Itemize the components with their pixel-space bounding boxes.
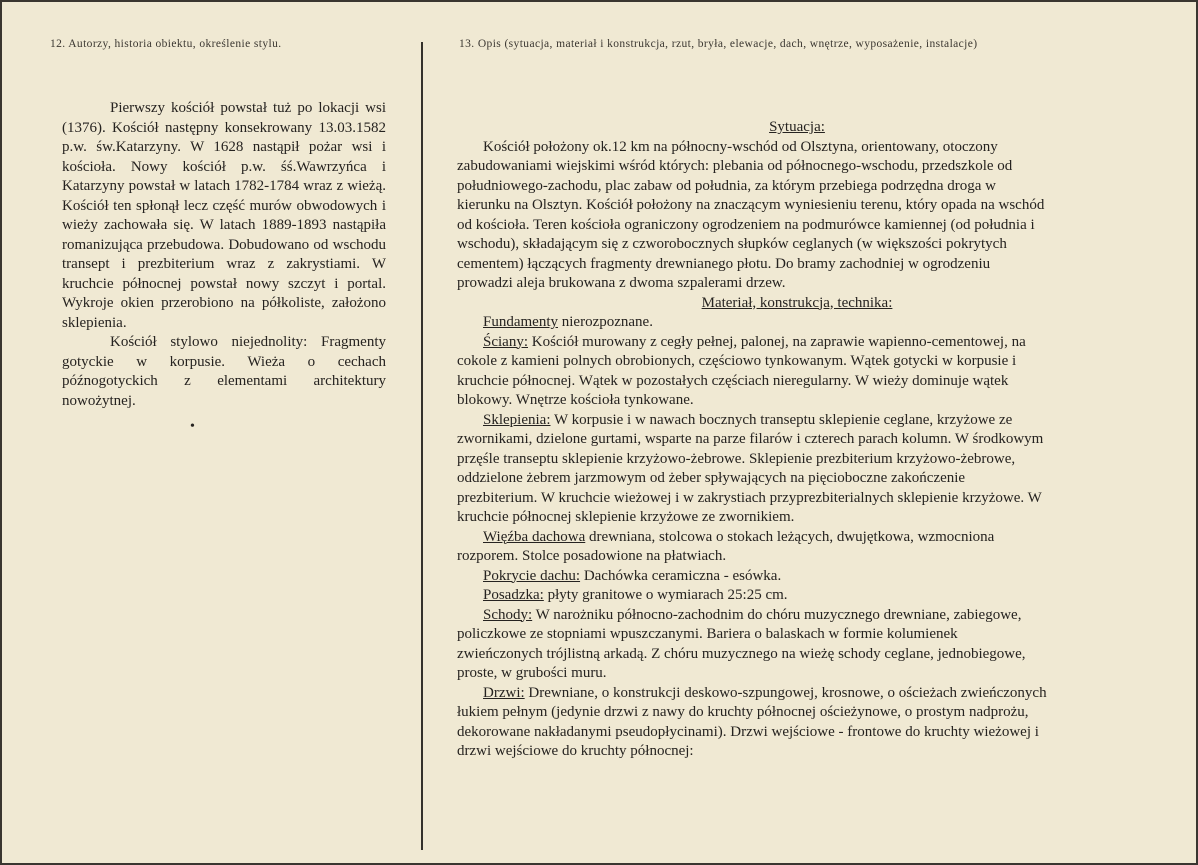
history-paragraph: Pierwszy kościół powstał tuż po lokacji wsi (1376). Kościół następny konsekrowany 13.03.1582 p.w. św.Katarzyny. W 1628 nastąpił pożar wsi i kościoła. Nowy kościół p.w. śś.Wawrzyńca i Katarzyny powstał w latach 1782-1784 wraz z wieżą. Kościół ten spłonął lecz część murów obwodowych i wieży zachowała się. W latach 1889-1893 nastąpiła romanizująca przebudowa. Dobudowano od wschodu transept i prezbiterium wraz z zakrystiami. W kruchcie północnej powstał nowy szczyt i portal. Wykroje okien przerobiono na półkoliste, założono sklepienia.: [62, 100, 386, 331]
roof-covering-entry: Pokrycie dachu: Dachówka ceramiczna - esówka.: [483, 567, 782, 584]
material-heading: Materiał, konstrukcja, technika:: [701, 294, 893, 311]
section-13-header: 13. Opis (sytuacja, materiał i konstrukcja, rzut, bryła, elewacje, dach, wnętrze, wyposażenie, instalacje): [459, 38, 978, 50]
situation-text: Kościół położony ok.12 km na północny-wschód od Olsztyna, orientowany, otoczony zabudowaniami wiejskimi wśród których: plebania od północnego-wschodu, przedszkole od południowego-zachodu, plac zabaw od południa, za którym przebiega podrzędna droga w kierunku na Olsztyn. Kościół położony na znaczącym wyniesieniu terenu, który opada na wschód od kościoła. Teren kościoła ograniczony ogrodzeniem na podmurówce kamiennej (od południa i wschodu), składającym się z czworobocznych słupków ceglanych (w większości pokrytych cementem) łączących fragmenty drewnianego płotu. Do bramy zachodniej w ogrodzeniu prowadzi aleja brukowana z dwoma szpalerami drzew.: [457, 138, 1045, 291]
roof-truss-entry: Więźba dachowa drewniana, stolcowa o stokach leżących, dwujętkowa, wzmocniona rozporem. Stolce posadowione na płatwiach.: [457, 528, 995, 564]
stairs-entry: Schody: W narożniku północno-zachodnim do chóru muzycznego drewniane, zabiegowe, policzkowe ze stopniami wpuszczanymi. Bariera o balaskach w formie kolumienek zwieńczonych trójlistną arkadą. Z chóru muzycznego na wieżę schody ceglane, jednobiegowe, proste, w grubości muru.: [457, 606, 1026, 681]
vaults-entry: Sklepienia: W korpusie i w nawach bocznych transeptu sklepienie ceglane, krzyżowe ze zwornikami, dzielone gurtami, wsparte na parze filarów i czterech parach kolumn. W środkowym przęśle transeptu sklepienie krzyżowo-żebrowe. Sklepienie prezbiterium krzyżowo-żebrowe, oddzielone żebrem jarzmowym od żeber spływających na pięcioboczne zakończenie prezbiterium. W kruchcie wieżowej i w zakrystiach przyprezbiterialnych sklepienie krzyżowe. W kruchcie północnej sklepienie krzyżowe ze zwornikiem.: [457, 411, 1044, 525]
foundations-entry: Fundamenty nierozpoznane.: [483, 314, 653, 330]
doors-entry: Drzwi: Drewniane, o konstrukcji deskowo-szpungowej, krosnowe, o ościeżach zwieńczonych łukiem pełnym (jedynie drzwi z nawy do kruchty północnej ościeżynowe, o prostym nadprożu, dekorowane nakładanymi pseudopłycinami). Drzwi wejściowe - frontowe do kruchty wieżowej i drzwi wejściowe do kruchty północnej:: [457, 684, 1047, 759]
section-12-header: 12. Autorzy, historia obiektu, określenie stylu.: [50, 38, 282, 50]
dot-mark: •: [190, 419, 195, 434]
situation-heading: Sytuacja:: [769, 119, 825, 135]
history-column: [62, 99, 386, 411]
walls-entry: Ściany: Kościół murowany z cegły pełnej, palonej, na zaprawie wapienno-cementowej, na cokole z kamieni polnych obrobionych, częściowo tynkowanym. Wątek gotycki w korpusie i kruchcie północnej. Wątek w pozostałych częściach nieregularny. W wieży dominuje wątek blokowy. Wnętrze kościoła tynkowane.: [457, 333, 1026, 408]
style-paragraph: Kościół stylowo niejednolity: Fragmenty gotyckie w korpusie. Wieża o cechach późnogotyckich z elementami architektury nowożytnej.: [62, 334, 386, 409]
column-divider: [421, 42, 423, 850]
floor-entry: Posadzka: płyty granitowe o wymiarach 25:25 cm.: [483, 587, 788, 603]
description-column: [457, 118, 1047, 762]
